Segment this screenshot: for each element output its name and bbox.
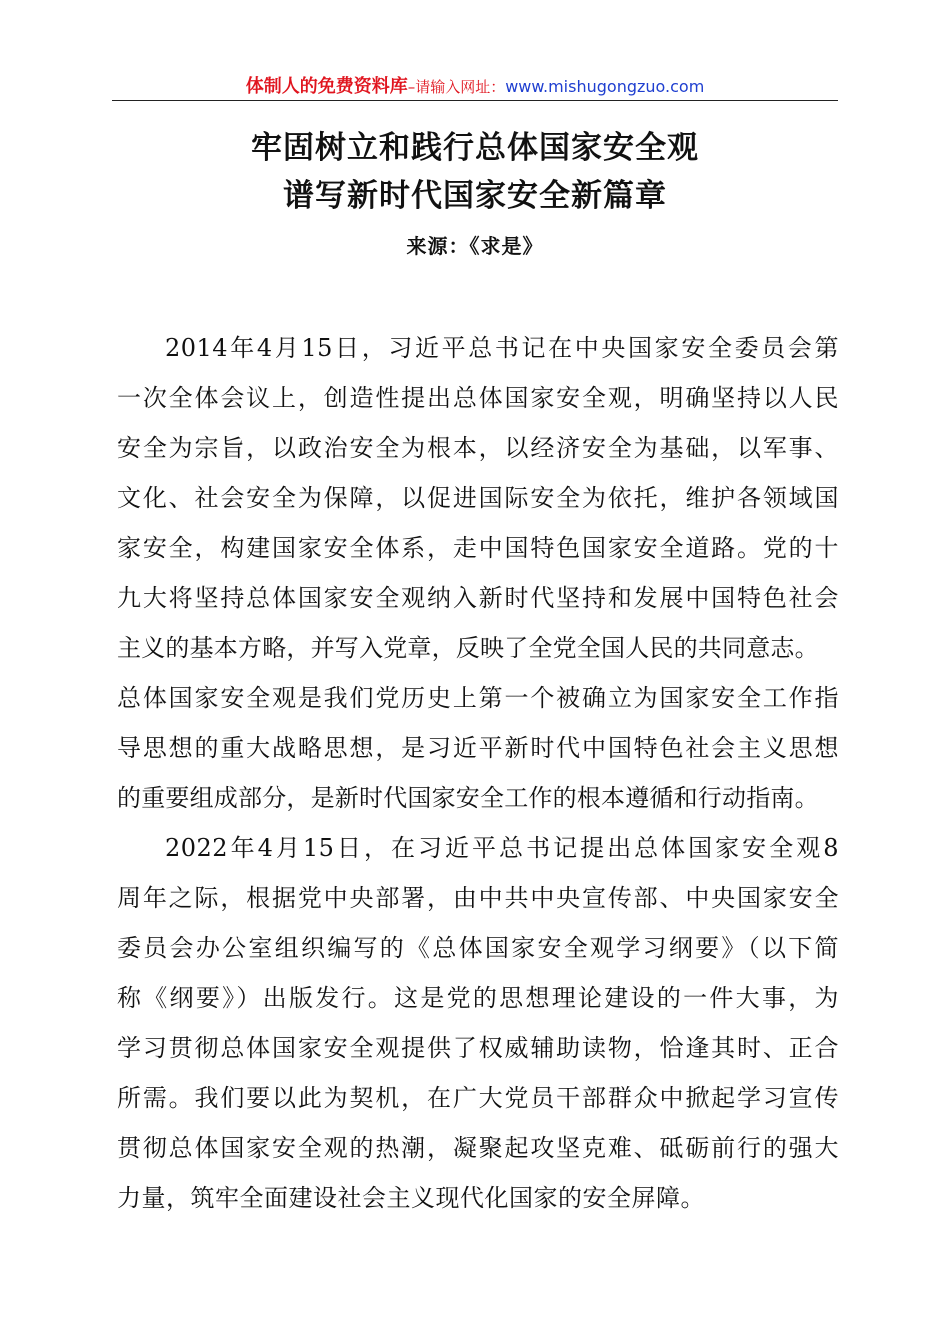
paragraph-1-line: 导思想的重大战略思想，是习近平新时代中国特色社会主义思想 <box>117 734 839 762</box>
paragraph-2-line: 2022年4月15日，在习近平总书记提出总体国家安全观8 <box>165 834 839 862</box>
header-url-link[interactable]: www.mishugongzuo.com <box>505 77 705 96</box>
paragraph-1-line: 2014年4月15日，习近平总书记在中央国家安全委员会第 <box>165 334 839 362</box>
paragraph-1-line: 九大将坚持总体国家安全观纳入新时代坚持和发展中国特色社会 <box>117 584 839 612</box>
paragraph-1-line: 安全为宗旨，以政治安全为根本，以经济安全为基础，以军事、 <box>117 434 839 462</box>
paragraph-1-line: 的重要组成部分，是新时代国家安全工作的根本遵循和行动指南。 <box>117 784 819 812</box>
article-source: 来源：《求是》 <box>406 234 544 258</box>
paragraph-1-line: 主义的基本方略，并写入党章，反映了全党全国人民的共同意志。 <box>117 634 819 662</box>
header-divider <box>112 100 838 101</box>
paragraph-2-line: 称《纲要》）出版发行。这是党的思想理论建设的一件大事，为 <box>117 984 839 1012</box>
paragraph-1-line: 文化、社会安全为保障，以促进国际安全为依托，维护各领域国 <box>117 484 839 512</box>
page-header <box>112 72 838 98</box>
paragraph-2-line: 学习贯彻总体国家安全观提供了权威辅助读物，恰逢其时、正合 <box>117 1034 839 1062</box>
article-title-line-1: 牢固树立和践行总体国家安全观 <box>251 130 699 166</box>
paragraph-1-line: 家安全，构建国家安全体系，走中国特色国家安全道路。党的十 <box>117 534 839 562</box>
article-body <box>117 323 839 1223</box>
header-site-name: 体制人的免费资料库 <box>245 76 408 97</box>
paragraph-2-line: 委员会办公室组织编写的《总体国家安全观学习纲要》（以下简 <box>117 934 839 962</box>
header-prompt: –请输入网址： <box>407 78 506 96</box>
paragraph-2-line: 贯彻总体国家安全观的热潮，凝聚起攻坚克难、砥砺前行的强大 <box>117 1134 839 1162</box>
paragraph-2-line: 所需。我们要以此为契机，在广大党员干部群众中掀起学习宣传 <box>117 1084 839 1112</box>
paragraph-1-line: 一次全体会议上，创造性提出总体国家安全观，明确坚持以人民 <box>117 384 839 412</box>
paragraph-1-line: 总体国家安全观是我们党历史上第一个被确立为国家安全工作指 <box>117 684 839 712</box>
article-title-line-2: 谱写新时代国家安全新篇章 <box>283 178 667 214</box>
paragraph-2-line: 力量，筑牢全面建设社会主义现代化国家的安全屏障。 <box>117 1184 705 1212</box>
paragraph-2-line: 周年之际，根据党中央部署，由中共中央宣传部、中央国家安全 <box>117 884 839 912</box>
